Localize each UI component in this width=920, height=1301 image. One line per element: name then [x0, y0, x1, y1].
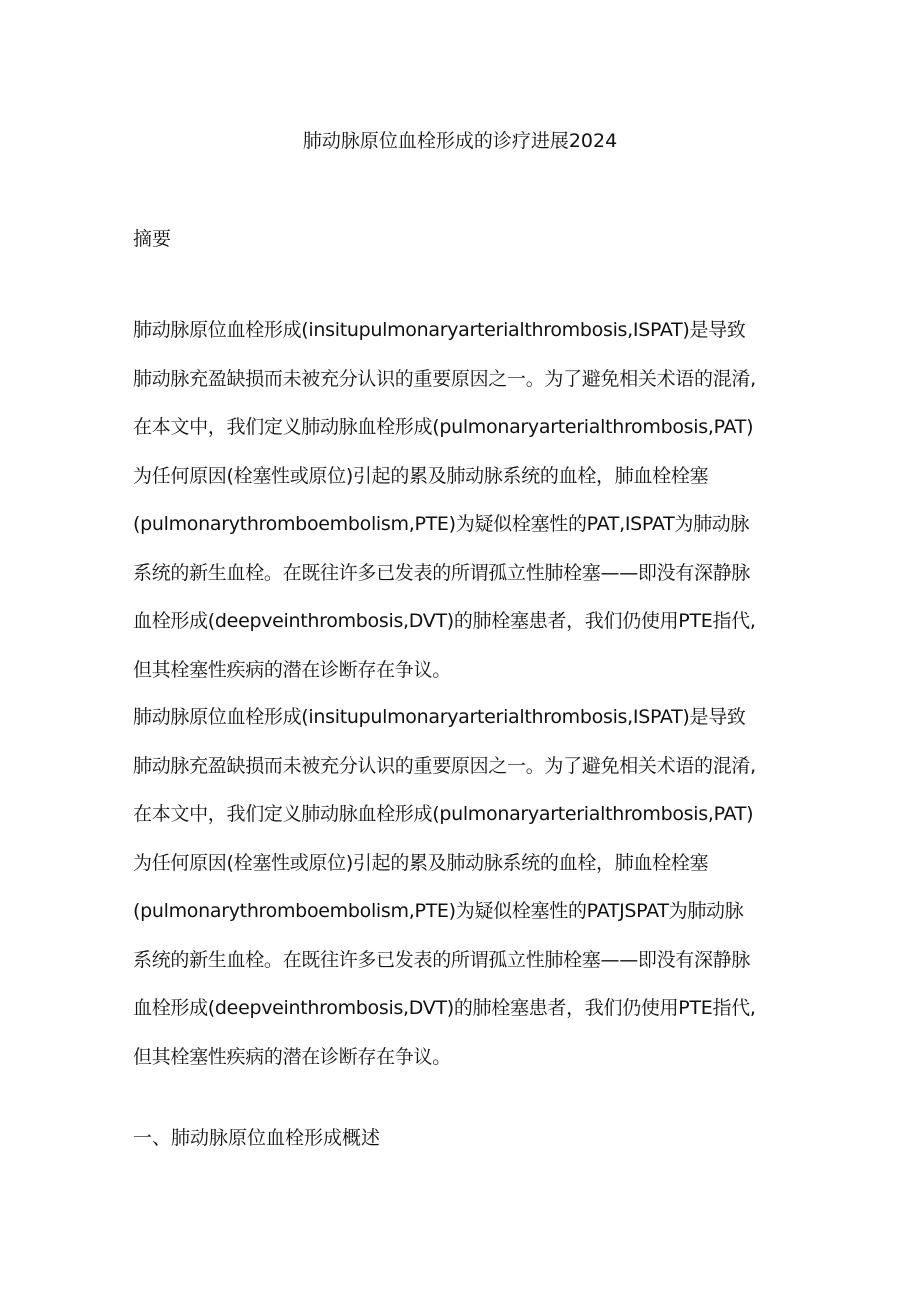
paragraph-line: 为任何原因(栓塞性或原位)引起的累及肺动脉系统的血栓，肺血栓栓塞 — [133, 464, 709, 487]
paragraph-line: 但其栓塞性疾病的潜在诊断存在争议。 — [133, 658, 451, 681]
paragraph-line: (pulmonarythromboembolism,PTE)为疑似栓塞性的PAT,ISPAT为肺动脉 — [133, 513, 750, 535]
paragraph-line: 肺动脉充盈缺损而未被充分认识的重要原因之一。为了避免相关术语的混淆, — [133, 754, 756, 777]
paragraph-line: 在本文中，我们定义肺动脉血栓形成(pulmonaryarterialthrombosis,PAT) — [133, 803, 754, 825]
paragraph-line: (pulmonarythromboembolism,PTE)为疑似栓塞性的PATJSPAT为肺动脉 — [133, 900, 744, 922]
abstract-heading: 摘要 — [133, 228, 172, 250]
paragraph-line: 肺动脉原位血栓形成(insitupulmonaryarterialthrombosis,ISPAT)是导致 — [133, 706, 746, 728]
paragraph-line: 系统的新生血栓。在既往许多已发表的所谓孤立性肺栓塞——即没有深静脉 — [133, 561, 751, 584]
paragraph-line: 肺动脉原位血栓形成(insitupulmonaryarterialthrombosis,ISPAT)是导致 — [133, 319, 746, 341]
document-title: 肺动脉原位血栓形成的诊疗进展2024 — [302, 130, 618, 152]
paragraph-line: 血栓形成(deepveinthrombosis,DVT)的肺栓塞患者，我们仍使用PTE指代, — [133, 997, 756, 1019]
paragraph-line: 在本文中，我们定义肺动脉血栓形成(pulmonaryarterialthrombosis,PAT) — [133, 416, 754, 438]
paragraph-line: 为任何原因(栓塞性或原位)引起的累及肺动脉系统的血栓，肺血栓栓塞 — [133, 851, 709, 874]
paragraph-line: 但其栓塞性疾病的潜在诊断存在争议。 — [133, 1045, 451, 1068]
abstract-paragraph-repeat — [133, 703, 813, 1091]
paragraph-line: 系统的新生血栓。在既往许多已发表的所谓孤立性肺栓塞——即没有深静脉 — [133, 948, 751, 971]
paragraph-line: 肺动脉充盈缺损而未被充分认识的重要原因之一。为了避免相关术语的混淆, — [133, 367, 756, 390]
section-heading: 一、肺动脉原位血栓形成概述 — [133, 1127, 381, 1149]
paragraph-line: 血栓形成(deepveinthrombosis,DVT)的肺栓塞患者，我们仍使用PTE指代, — [133, 610, 756, 632]
abstract-paragraph — [133, 316, 813, 704]
